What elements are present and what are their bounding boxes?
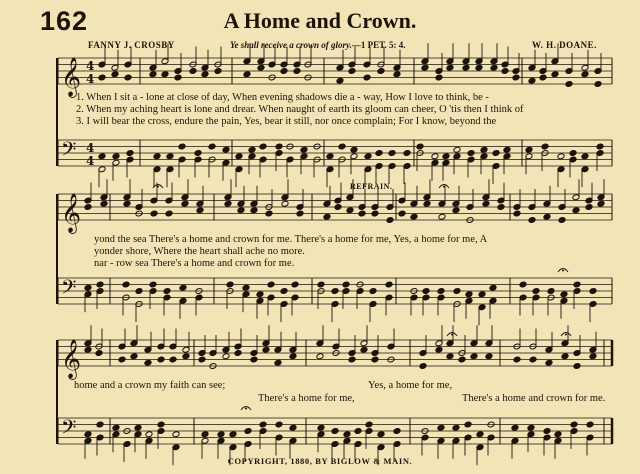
- note-head: [561, 353, 569, 360]
- bass-clef: 𝄢: [61, 275, 77, 304]
- treble-lyric-a: home and a crown my faith can see;: [74, 380, 226, 391]
- note-head: [398, 210, 406, 217]
- note-head: [554, 431, 562, 438]
- note-head: [363, 74, 371, 81]
- note-head: [478, 291, 486, 298]
- note-head: [438, 213, 446, 220]
- time-signature: 4: [86, 72, 95, 86]
- note-head: [560, 291, 568, 298]
- note-head: [423, 200, 431, 207]
- note-head: [511, 424, 519, 431]
- note-head: [393, 71, 401, 78]
- note-head: [179, 284, 187, 291]
- note-head: [464, 421, 472, 428]
- note-head: [181, 200, 189, 207]
- note-head: [196, 207, 204, 214]
- note-head: [547, 288, 555, 295]
- bass-clef: 𝄢: [61, 415, 77, 444]
- note-head: [243, 71, 251, 78]
- scripture-reference: —1 PET. 5: 4.: [351, 40, 406, 50]
- note-head: [435, 74, 443, 81]
- verse-1-lyric: 1. When I sit a - lone at close of day, When evening shadows die a - way, How I love to think, be -: [76, 92, 489, 103]
- scripture-text: Ye shall receive a crown of glory.: [230, 40, 352, 50]
- note-head: [597, 200, 605, 207]
- note-head: [153, 153, 161, 160]
- note-head: [529, 356, 537, 363]
- note-head: [512, 74, 520, 81]
- note-head: [235, 153, 243, 160]
- verse-1-refrain-lyric: yond the sea There's a home and crown for me. There's a home for me, Yes, a home for me, A: [94, 234, 488, 245]
- note-head: [490, 64, 498, 71]
- note-head: [388, 150, 396, 157]
- note-head: [331, 288, 339, 295]
- note-head: [296, 210, 304, 217]
- note-head: [280, 288, 288, 295]
- note-head: [336, 77, 344, 84]
- note-head: [532, 288, 540, 295]
- note-head: [539, 74, 547, 81]
- note-head: [214, 68, 222, 75]
- note-head: [257, 64, 265, 71]
- time-signature: 4: [86, 154, 95, 168]
- hymn-number: 162: [40, 6, 89, 36]
- note-head: [581, 153, 589, 160]
- note-head: [475, 64, 483, 71]
- note-head: [545, 359, 553, 366]
- note-head: [465, 291, 473, 298]
- note-head: [480, 146, 488, 153]
- note-head: [354, 428, 362, 435]
- note-head: [431, 153, 439, 160]
- note-head: [452, 207, 460, 214]
- composer-credit: W. H. DOANE.: [532, 40, 597, 50]
- note-head: [343, 431, 351, 438]
- note-head: [462, 64, 470, 71]
- note-head: [348, 68, 356, 75]
- note-head: [267, 281, 275, 288]
- fermata-dot: [562, 270, 564, 272]
- fermata-dot: [565, 334, 567, 336]
- note-head: [229, 431, 237, 438]
- note-head: [224, 200, 232, 207]
- note-head: [244, 428, 252, 435]
- note-head: [570, 421, 578, 428]
- note-head: [145, 431, 153, 438]
- note-head: [100, 200, 108, 207]
- note-head: [134, 424, 142, 431]
- note-head: [442, 153, 450, 160]
- note-head: [194, 150, 202, 157]
- note-head: [201, 71, 209, 78]
- note-head: [334, 204, 342, 211]
- note-head: [551, 71, 559, 78]
- note-head: [165, 210, 173, 217]
- note-head: [589, 288, 597, 295]
- treble-clef: 𝄞: [61, 193, 82, 233]
- note-head: [437, 288, 445, 295]
- note-head: [217, 431, 225, 438]
- note-head: [541, 143, 549, 150]
- note-head: [497, 204, 505, 211]
- note-head: [458, 356, 466, 363]
- note-head: [528, 77, 536, 84]
- note-head: [234, 350, 242, 357]
- note-head: [437, 424, 445, 431]
- note-head: [565, 81, 573, 88]
- note-head: [198, 356, 206, 363]
- note-head: [256, 291, 264, 298]
- note-head: [226, 281, 234, 288]
- fermata-dot: [245, 408, 247, 410]
- note-head: [237, 207, 245, 214]
- alto-lyric-a: There's a home for me,: [258, 393, 355, 404]
- note-head: [513, 210, 521, 217]
- note-head: [98, 153, 106, 160]
- note-head: [519, 281, 527, 288]
- time-signature: 4: [86, 59, 95, 73]
- note-head: [342, 281, 350, 288]
- note-head: [300, 146, 308, 153]
- note-head: [265, 210, 273, 217]
- note-head: [528, 217, 536, 224]
- note-head: [586, 421, 594, 428]
- note-head: [112, 424, 120, 431]
- note-head: [501, 68, 509, 75]
- copyright-notice: COPYRIGHT, 1880, BY BIGLOW & MAIN.: [227, 456, 413, 466]
- note-head: [557, 153, 565, 160]
- note-head: [98, 74, 106, 81]
- note-head: [323, 213, 331, 220]
- note-head: [585, 204, 593, 211]
- note-head: [130, 353, 138, 360]
- note-head: [178, 143, 186, 150]
- note-head: [419, 363, 427, 370]
- note-head: [222, 353, 230, 360]
- note-head: [358, 210, 366, 217]
- note-head: [259, 421, 267, 428]
- note-head: [489, 284, 497, 291]
- note-head: [346, 207, 354, 214]
- note-head: [393, 428, 401, 435]
- hymn-title: A Home and Crown.: [223, 8, 417, 33]
- bass-clef: 𝄢: [61, 137, 77, 166]
- note-head: [84, 204, 92, 211]
- note-head: [126, 150, 134, 157]
- note-head: [371, 210, 379, 217]
- note-head: [527, 424, 535, 431]
- note-head: [410, 213, 418, 220]
- note-head: [189, 68, 197, 75]
- note-head: [573, 363, 581, 370]
- note-head: [275, 421, 283, 428]
- note-head: [360, 346, 368, 353]
- note-head: [208, 143, 216, 150]
- note-head: [122, 281, 130, 288]
- note-head: [446, 353, 454, 360]
- fermata-dot: [451, 334, 453, 336]
- note-head: [144, 359, 152, 366]
- note-head: [262, 346, 270, 353]
- note-head: [558, 217, 566, 224]
- note-head: [274, 359, 282, 366]
- fermata-dot: [157, 186, 159, 188]
- note-head: [84, 431, 92, 438]
- note-head: [124, 74, 132, 81]
- note-head: [453, 288, 461, 295]
- note-head: [492, 150, 500, 157]
- note-head: [543, 213, 551, 220]
- note-head: [149, 281, 157, 288]
- note-head: [172, 431, 180, 438]
- note-head: [96, 421, 104, 428]
- note-head: [435, 346, 443, 353]
- note-head: [364, 153, 372, 160]
- verse-3-refrain-lyric: nar - row sea There's a home and crown for me.: [94, 258, 295, 269]
- note-head: [123, 200, 131, 207]
- note-head: [326, 153, 334, 160]
- note-head: [375, 150, 383, 157]
- note-head: [350, 146, 358, 153]
- note-head: [182, 353, 190, 360]
- note-head: [111, 71, 119, 78]
- note-head: [589, 353, 597, 360]
- note-head: [157, 421, 165, 428]
- note-head: [596, 143, 604, 150]
- note-head: [569, 150, 577, 157]
- note-head: [84, 284, 92, 291]
- note-head: [157, 356, 165, 363]
- note-head: [150, 210, 158, 217]
- note-head: [503, 146, 511, 153]
- note-head: [446, 64, 454, 71]
- note-head: [289, 424, 297, 431]
- note-head: [513, 356, 521, 363]
- note-head: [421, 64, 429, 71]
- note-head: [112, 153, 120, 160]
- note-head: [281, 200, 289, 207]
- note-head: [163, 288, 171, 295]
- note-head: [581, 71, 589, 78]
- note-head: [161, 71, 169, 78]
- note-head: [250, 356, 258, 363]
- note-head: [453, 146, 461, 153]
- note-head: [316, 353, 324, 360]
- note-head: [386, 217, 394, 224]
- note-head: [174, 74, 182, 81]
- note-head: [416, 143, 424, 150]
- verse-3-lyric: 3. I will bear the cross, endure the pain, Yes, bear it still, nor once complain; For I know, beyond the: [76, 116, 497, 127]
- note-head: [371, 356, 379, 363]
- note-head: [95, 350, 103, 357]
- fermata-dot: [443, 186, 445, 188]
- note-head: [385, 281, 393, 288]
- alto-lyric-b: There's a home and crown for me.: [462, 393, 606, 404]
- note-head: [338, 143, 346, 150]
- note-head: [485, 353, 493, 360]
- note-head: [573, 281, 581, 288]
- note-head: [118, 356, 126, 363]
- note-head: [169, 356, 177, 363]
- note-head: [594, 81, 602, 88]
- note-head: [84, 346, 92, 353]
- note-head: [452, 424, 460, 431]
- note-head: [348, 356, 356, 363]
- note-head: [377, 431, 385, 438]
- note-head: [403, 150, 411, 157]
- note-head: [275, 143, 283, 150]
- note-head: [248, 146, 256, 153]
- note-head: [369, 288, 377, 295]
- note-head: [242, 284, 250, 291]
- treble-lyric-b: Yes, a home for me,: [368, 380, 453, 391]
- note-head: [149, 71, 157, 78]
- treble-clef: 𝄞: [61, 339, 82, 379]
- verse-2-lyric: 2. When my aching heart is lone and drear. When naught of earth its gloom can cheer, O 'tis then I think of: [76, 104, 524, 115]
- note-head: [135, 288, 143, 295]
- note-head: [201, 431, 209, 438]
- note-head: [331, 428, 339, 435]
- note-head: [280, 68, 288, 75]
- refrain-label: REFRAIN.: [350, 182, 393, 191]
- note-head: [289, 353, 297, 360]
- note-head: [317, 281, 325, 288]
- note-head: [317, 424, 325, 431]
- note-head: [291, 281, 299, 288]
- note-head: [365, 421, 373, 428]
- note-head: [543, 428, 551, 435]
- time-signature: 4: [86, 141, 95, 155]
- note-head: [422, 288, 430, 295]
- note-head: [222, 146, 230, 153]
- note-head: [467, 150, 475, 157]
- author-credit: FANNY J. CROSBY: [88, 40, 175, 50]
- note-head: [166, 153, 174, 160]
- verse-2-refrain-lyric: yonder shore, Where the heart shall ache no more.: [94, 246, 305, 257]
- note-head: [476, 431, 484, 438]
- note-head: [259, 143, 267, 150]
- note-head: [293, 68, 301, 75]
- note-head: [250, 207, 258, 214]
- note-head: [96, 281, 104, 288]
- note-head: [572, 207, 580, 214]
- treble-clef: 𝄞: [61, 57, 82, 97]
- note-head: [377, 68, 385, 75]
- note-head: [470, 353, 478, 360]
- note-head: [482, 200, 490, 207]
- note-head: [525, 146, 533, 153]
